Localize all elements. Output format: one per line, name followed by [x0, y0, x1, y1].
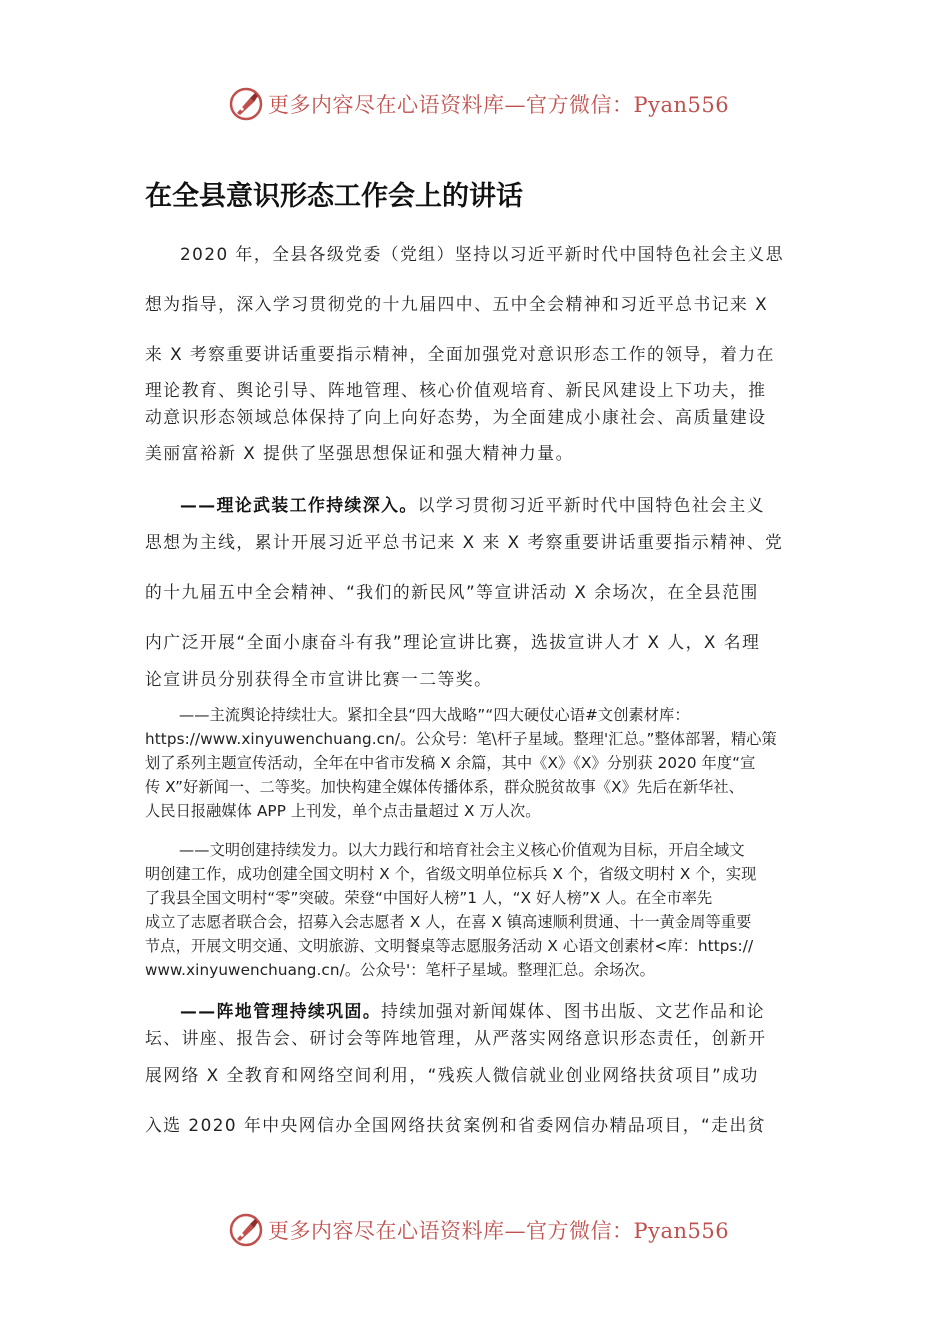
document-title: 在全县意识形态工作会上的讲话	[145, 181, 523, 212]
banner-text: 更多内容尽在心语资料库—官方微信：Pyan556	[268, 93, 730, 117]
paragraph-position-management	[145, 998, 805, 1139]
text-line: ——主流舆论持续壮大。紧扣全县“四大战略”“四大硬仗心语#文创素材库：	[179, 706, 690, 724]
text-line: 明创建工作，成功创建全国文明村 X 个，省级文明单位标兵 X 个，省级文明村 X 个，实现	[145, 865, 757, 883]
paragraph-theory	[145, 492, 805, 693]
text-line: 论宣讲员分别获得全市宣讲比赛一二等奖。	[145, 669, 493, 689]
text-line: 美丽富裕新 X 提供了坚强思想保证和强大精神力量。	[145, 443, 574, 463]
text-line: 坛、讲座、报告会、研讨会等阵地管理，从严落实网络意识形态责任，创新开	[145, 1028, 767, 1048]
text-line	[145, 998, 805, 1025]
text-line: 2020 年，全县各级党委（党组）坚持以习近平新时代中国特色社会主义思	[180, 244, 784, 264]
text-line: 划了系列主题宣传活动，全年在中省市发稿 X 余篇，其中《X》《X》分别获 2020 年度“宣	[145, 754, 756, 772]
paragraph-public-opinion	[145, 703, 805, 823]
text-line: 思想为主线，累计开展习近平总书记来 X 来 X 考察重要讲话重要指示精神、党	[145, 532, 784, 552]
text-line: 来 X 考察重要讲话重要指示精神，全面加强党对意识形态工作的领导，着力在	[145, 344, 775, 364]
banner-text: 更多内容尽在心语资料库—官方微信：Pyan556	[268, 1219, 730, 1243]
text-line: 想为指导，深入学习贯彻党的十九届四中、五中全会精神和习近平总书记来 X	[145, 294, 769, 314]
text-line: www.xinyuwenchuang.cn/。公众号'：笔杆子星域。整理汇总。余场次。	[145, 961, 655, 979]
text-line: 内广泛开展“全面小康奋斗有我”理论宣讲比赛，选拔宣讲人才 X 人，X 名理	[145, 632, 761, 652]
text-line: 了我县全国文明村“零”突破。荣登“中国好人榜”1 人，“X 好人榜”X 人。在全市率先	[145, 889, 713, 907]
pen-nib-logo-icon	[228, 1212, 264, 1248]
text-line: 成立了志愿者联合会，招募入会志愿者 X 人，在喜 X 镇高速顺利贯通、十一黄金周等重要	[145, 913, 752, 931]
pen-nib-logo-icon	[228, 86, 264, 122]
text-line: 人民日报融媒体 APP 上刊发，单个点击量超过 X 万人次。	[145, 802, 541, 820]
paragraph-civilization	[145, 838, 805, 982]
text-line: 理论教育、舆论引导、阵地管理、核心价值观培育、新民风建设上下功夫，推	[145, 380, 767, 400]
text-line: 动意识形态领域总体保持了向上向好态势，为全面建成小康社会、高质量建设	[145, 407, 767, 427]
text-run: 以学习贯彻习近平新时代中国特色社会主义	[417, 495, 766, 515]
text-line: ——文明创建持续发力。以大力践行和培育社会主义核心价值观为目标，开启全域文	[179, 841, 745, 859]
text-line: https://www.xinyuwenchuang.cn/。公众号：笔\杆子星域。整理'汇总。”整体部署，精心策	[145, 730, 777, 748]
text-run: 持续加强对新闻媒体、图书出版、文艺作品和论	[381, 1001, 766, 1021]
paragraph-intro	[145, 241, 805, 467]
text-line: 展网络 X 全教育和网络空间利用，“残疾人微信就业创业网络扶贫项目”成功	[145, 1065, 759, 1085]
header-banner	[228, 84, 729, 124]
footer-banner	[228, 1210, 729, 1250]
text-line: 节点，开展文明交通、文明旅游、文明餐桌等志愿服务活动 X 心语文创素材<库：https://	[145, 937, 754, 955]
text-line: 入选 2020 年中央网信办全国网络扶贫案例和省委网信办精品项目，“走出贫	[145, 1115, 767, 1135]
section-heading: ——阵地管理持续巩固。	[180, 1001, 382, 1021]
text-line: 的十九届五中全会精神、“我们的新民风”等宣讲活动 X 余场次，在全县范围	[145, 582, 759, 602]
text-line: 传 X”好新闻一、二等奖。加快构建全媒体传播体系，群众脱贫故事《X》先后在新华社、	[145, 778, 744, 796]
text-line	[145, 492, 805, 529]
section-heading: ——理论武装工作持续深入。	[180, 495, 418, 515]
